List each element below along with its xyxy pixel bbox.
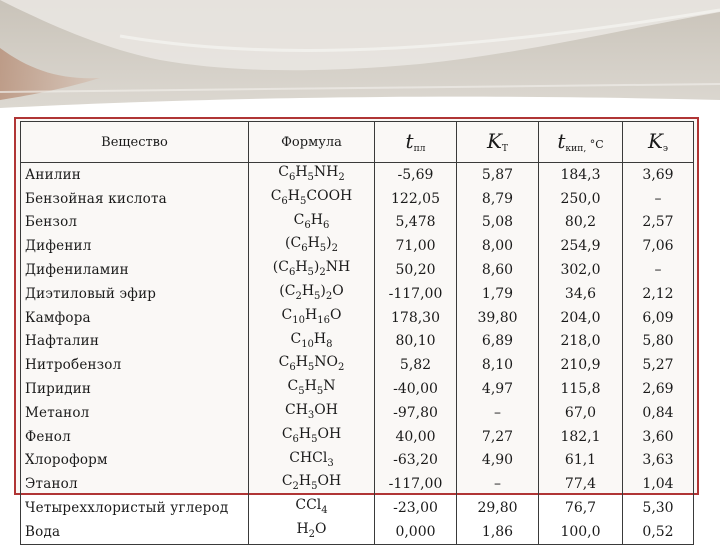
- formula-cell: CCl$_4$: [249, 496, 375, 520]
- boiling-point-cell: 182,1: [539, 425, 623, 449]
- boiling-point-cell: 204,0: [539, 306, 623, 330]
- table-row: [21, 472, 694, 496]
- substance-name-cell: Бензойная кислота: [21, 187, 249, 211]
- header-boiling-point: $t_{кип,}$ °C: [539, 122, 623, 163]
- melting-point-cell: 50,20: [375, 258, 457, 282]
- cryoscopic-constant-cell: 5,87: [457, 163, 539, 187]
- melting-point-cell: -23,00: [375, 496, 457, 520]
- table-row: [21, 520, 694, 544]
- boiling-point-cell: 254,9: [539, 234, 623, 258]
- boiling-point-cell: 100,0: [539, 520, 623, 544]
- header-ebullioscopic-constant: $K_э$: [623, 122, 694, 163]
- boiling-point-cell: 61,1: [539, 449, 623, 473]
- formula-cell: $C_6H_5OH$: [249, 425, 375, 449]
- boiling-point-cell: 302,0: [539, 258, 623, 282]
- table-row: [21, 401, 694, 425]
- substance-name-cell: Метанол: [21, 401, 249, 425]
- melting-point-cell: 122,05: [375, 187, 457, 211]
- boiling-point-cell: 210,9: [539, 353, 623, 377]
- boiling-point-cell: 67,0: [539, 401, 623, 425]
- ebullioscopic-constant-cell: –: [623, 258, 694, 282]
- ebullioscopic-constant-cell: 3,69: [623, 163, 694, 187]
- boiling-point-cell: 184,3: [539, 163, 623, 187]
- properties-table: [20, 121, 694, 545]
- melting-point-cell: 5,82: [375, 353, 457, 377]
- formula-cell: $C_6H_5NO_2$: [249, 353, 375, 377]
- boiling-point-cell: 218,0: [539, 330, 623, 354]
- header-formula: Формула: [249, 122, 375, 163]
- cryoscopic-constant-cell: 1,86: [457, 520, 539, 544]
- melting-point-cell: 80,10: [375, 330, 457, 354]
- ebullioscopic-constant-cell: 2,12: [623, 282, 694, 306]
- boiling-point-cell: 77,4: [539, 472, 623, 496]
- melting-point-cell: -63,20: [375, 449, 457, 473]
- melting-point-cell: 178,30: [375, 306, 457, 330]
- formula-cell: $C_6H_5NH_2$: [249, 163, 375, 187]
- table-row: [21, 282, 694, 306]
- formula-cell: $C_6H_5COOH$: [249, 187, 375, 211]
- formula-cell: $(C_6H_5)_2NH$: [249, 258, 375, 282]
- formula-cell: $(C_6H_5)_2$: [249, 234, 375, 258]
- ebullioscopic-constant-cell: 2,57: [623, 211, 694, 235]
- formula-cell: $C_{10}H_{16}O$: [249, 306, 375, 330]
- table-row: [21, 377, 694, 401]
- boiling-point-cell: 80,2: [539, 211, 623, 235]
- boiling-point-cell: 76,7: [539, 496, 623, 520]
- ebullioscopic-constant-cell: 3,60: [623, 425, 694, 449]
- melting-point-cell: -5,69: [375, 163, 457, 187]
- substance-name-cell: Дифенил: [21, 234, 249, 258]
- header-substance: Вещество: [21, 122, 249, 163]
- substance-name-cell: Хлороформ: [21, 449, 249, 473]
- formula-cell: $CH_3OH$: [249, 401, 375, 425]
- substance-name-cell: Нитробензол: [21, 353, 249, 377]
- substance-name-cell: Анилин: [21, 163, 249, 187]
- cryoscopic-constant-cell: 5,08: [457, 211, 539, 235]
- table-row: [21, 306, 694, 330]
- cryoscopic-constant-cell: 29,80: [457, 496, 539, 520]
- substance-name-cell: Диэтиловый эфир: [21, 282, 249, 306]
- table-row: [21, 163, 694, 187]
- substance-name-cell: Пиридин: [21, 377, 249, 401]
- table-row: [21, 187, 694, 211]
- table-row: [21, 449, 694, 473]
- substance-name-cell: Бензол: [21, 211, 249, 235]
- formula-cell: $C_6H_6$: [249, 211, 375, 235]
- formula-cell: $C_{10}H_8$: [249, 330, 375, 354]
- melting-point-cell: -117,00: [375, 282, 457, 306]
- cryoscopic-constant-cell: 6,89: [457, 330, 539, 354]
- cryoscopic-constant-cell: –: [457, 401, 539, 425]
- ebullioscopic-constant-cell: 6,09: [623, 306, 694, 330]
- melting-point-cell: -97,80: [375, 401, 457, 425]
- cryoscopic-constant-cell: 1,79: [457, 282, 539, 306]
- ebullioscopic-constant-cell: 7,06: [623, 234, 694, 258]
- ebullioscopic-constant-cell: 2,69: [623, 377, 694, 401]
- header-melting-point: $t_{пл}$: [375, 122, 457, 163]
- melting-point-cell: 5,478: [375, 211, 457, 235]
- substance-name-cell: Четыреххлористый углерод: [21, 496, 249, 520]
- formula-cell: $H_2O$: [249, 520, 375, 544]
- formula-cell: $C_2H_5OH$: [249, 472, 375, 496]
- ebullioscopic-constant-cell: 0,52: [623, 520, 694, 544]
- melting-point-cell: 71,00: [375, 234, 457, 258]
- substance-name-cell: Этанол: [21, 472, 249, 496]
- ebullioscopic-constant-cell: 0,84: [623, 401, 694, 425]
- cryoscopic-constant-cell: 8,79: [457, 187, 539, 211]
- boiling-point-cell: 34,6: [539, 282, 623, 306]
- substance-name-cell: Вода: [21, 520, 249, 544]
- table-row: [21, 496, 694, 520]
- cryoscopic-constant-cell: 7,27: [457, 425, 539, 449]
- melting-point-cell: -40,00: [375, 377, 457, 401]
- substance-name-cell: Фенол: [21, 425, 249, 449]
- ebullioscopic-constant-cell: 3,63: [623, 449, 694, 473]
- cryoscopic-constant-cell: 8,60: [457, 258, 539, 282]
- ebullioscopic-constant-cell: –: [623, 187, 694, 211]
- header-cryoscopic-constant: $K_T$: [457, 122, 539, 163]
- cryoscopic-constant-cell: 4,90: [457, 449, 539, 473]
- formula-cell: CHCl$_3$: [249, 449, 375, 473]
- table-body: [21, 163, 694, 545]
- cryoscopic-constant-cell: 8,10: [457, 353, 539, 377]
- table-row: [21, 353, 694, 377]
- table-row: [21, 425, 694, 449]
- cryoscopic-constant-cell: 8,00: [457, 234, 539, 258]
- melting-point-cell: 0,000: [375, 520, 457, 544]
- formula-cell: $C_5H_5N$: [249, 377, 375, 401]
- table-row: [21, 234, 694, 258]
- ebullioscopic-constant-cell: 1,04: [623, 472, 694, 496]
- formula-cell: $(C_2H_5)_2O$: [249, 282, 375, 306]
- substance-name-cell: Нафталин: [21, 330, 249, 354]
- ebullioscopic-constant-cell: 5,27: [623, 353, 694, 377]
- table-frame: [14, 117, 699, 540]
- substance-name-cell: Дифениламин: [21, 258, 249, 282]
- ebullioscopic-constant-cell: 5,80: [623, 330, 694, 354]
- substance-name-cell: Камфора: [21, 306, 249, 330]
- boiling-point-cell: 250,0: [539, 187, 623, 211]
- table-row: [21, 330, 694, 354]
- table-header-row: [21, 122, 694, 163]
- table-row: [21, 258, 694, 282]
- ebullioscopic-constant-cell: 5,30: [623, 496, 694, 520]
- cryoscopic-constant-cell: 4,97: [457, 377, 539, 401]
- boiling-point-cell: 115,8: [539, 377, 623, 401]
- table-row: [21, 211, 694, 235]
- melting-point-cell: -117,00: [375, 472, 457, 496]
- cryoscopic-constant-cell: 39,80: [457, 306, 539, 330]
- melting-point-cell: 40,00: [375, 425, 457, 449]
- cryoscopic-constant-cell: –: [457, 472, 539, 496]
